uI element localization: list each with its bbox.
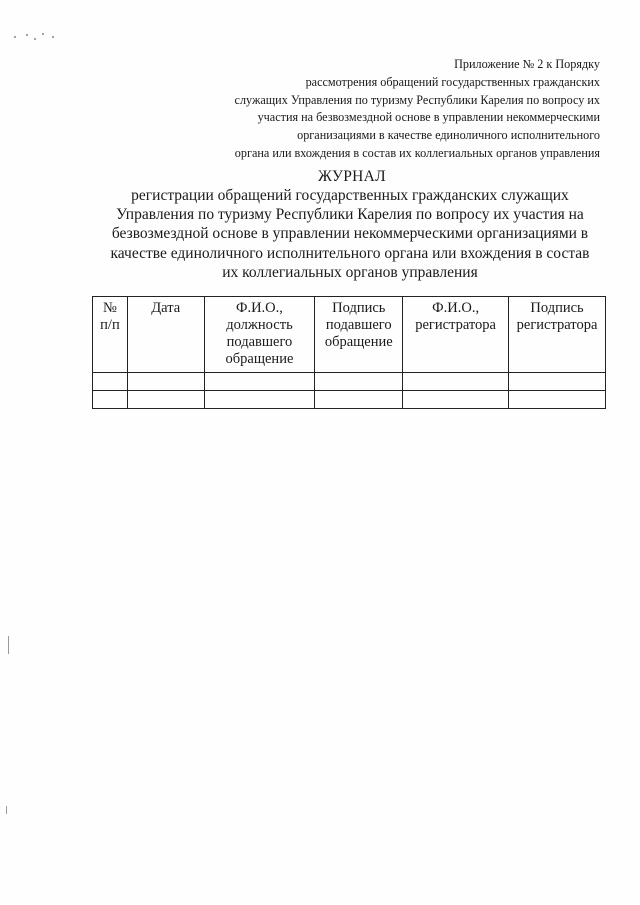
column-header-applicant-signature: Подпись подавшего обращение	[315, 297, 403, 373]
appendix-line: рассмотрения обращений государственных гражданских	[305, 74, 600, 89]
table-cell	[204, 391, 315, 409]
table-cell	[93, 391, 128, 409]
column-header-date: Дата	[127, 297, 204, 373]
registration-table	[92, 296, 606, 409]
journal-title: ЖУРНАЛ	[318, 168, 386, 185]
appendix-line: организациями в качестве единоличного исполнительного	[297, 128, 600, 143]
table-cell	[93, 373, 128, 391]
column-header-applicant-name: Ф.И.О., должность подавшего обращение	[204, 297, 315, 373]
table-cell	[315, 391, 403, 409]
subtitle-line: безвозмездной основе в управлении некоммерческими организациями в	[111, 225, 589, 243]
appendix-note	[160, 56, 600, 163]
appendix-line: органа или вхождения в состав их коллегиальных органов управления	[234, 145, 600, 160]
table-cell	[127, 391, 204, 409]
table-cell	[403, 373, 509, 391]
table-row	[93, 373, 606, 391]
subtitle-line: их коллегиальных органов управления	[222, 263, 478, 281]
scan-margin-mark	[6, 806, 7, 814]
table-cell	[509, 373, 606, 391]
table-cell	[509, 391, 606, 409]
table-header-row	[93, 297, 606, 373]
appendix-line: служащих Управления по туризму Республики Карелия по вопросу их	[234, 92, 600, 107]
table-cell	[204, 373, 315, 391]
subtitle-line: качестве единоличного исполнительного органа или вхождения в состав	[110, 244, 590, 262]
table-cell	[403, 391, 509, 409]
subtitle-line: регистрации обращений государственных гражданских служащих	[131, 187, 569, 204]
subtitle-line: Управления по туризму Республики Карелия по вопросу их участия на	[116, 206, 584, 224]
scan-margin-mark	[8, 636, 9, 654]
column-header-registrar-name: Ф.И.О., регистратора	[403, 297, 509, 373]
column-header-registrar-signature: Подпись регистратора	[509, 297, 606, 373]
table-cell	[315, 373, 403, 391]
appendix-line: Приложение № 2 к Порядку	[454, 57, 600, 71]
scan-artifact	[12, 30, 62, 42]
journal-subtitle	[80, 186, 620, 282]
column-header-number: № п/п	[93, 297, 128, 373]
table-cell	[127, 373, 204, 391]
appendix-line: участия на безвозмездной основе в управлении некоммерческими	[257, 110, 600, 125]
table-row	[93, 391, 606, 409]
